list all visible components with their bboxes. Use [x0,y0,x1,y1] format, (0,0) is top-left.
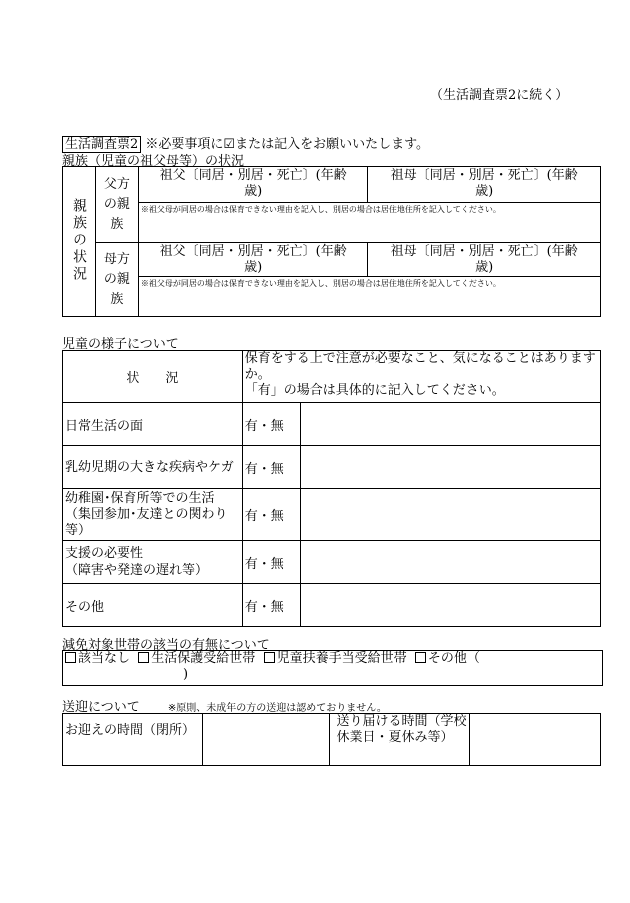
detail-field[interactable] [300,489,600,541]
exemption-option[interactable]: その他（ [415,651,480,666]
exemption-section-title: 減免対象世帯の該当の有無について [62,638,270,653]
mother-grandfather-field[interactable]: 祖父〔同居・別居・死亡〕(年齢 歳) [138,243,368,277]
form-title: 生活調査票2 [62,136,141,153]
child-row-label: 日常生活の面 [63,403,243,446]
yes-no-choice[interactable]: 有・無 [242,541,300,584]
mother-side-label: 母方の親族 [95,243,138,317]
yes-no-choice[interactable]: 有・無 [242,446,300,489]
father-note[interactable]: ※祖父母が同居の場合は保育できない理由を記入し、別居の場合は居住地住所を記入してください。 [138,203,600,243]
detail-field[interactable] [300,403,600,446]
mother-grandmother-field[interactable]: 祖母〔同居・別居・死亡〕(年齢 歳) [368,243,601,277]
checkbox-icon[interactable] [264,652,275,663]
checkbox-icon[interactable] [65,652,76,663]
instruction-text: ※必要事項に☑または記入をお願いいたします。 [145,137,430,152]
detail-field[interactable] [300,541,600,584]
yes-no-choice[interactable]: 有・無 [242,403,300,446]
mother-note[interactable]: ※祖父母が同居の場合は保育できない理由を記入し、別居の場合は居住地住所を記入してください。 [138,277,600,317]
relatives-table [62,166,604,317]
father-grandfather-field[interactable]: 祖父〔同居・別居・死亡〕(年齢 歳) [138,167,368,203]
exemption-option[interactable]: 児童扶養手当受給世帯 [264,651,407,666]
detail-field[interactable] [300,446,600,489]
exemption-close-paren: ) [183,667,189,682]
child-row-label: 支援の必要性 （障害や発達の遅れ等） [63,541,243,584]
pickup-time-field[interactable] [202,714,330,766]
exemption-box [62,650,603,686]
child-row-label: その他 [63,584,243,627]
detail-field[interactable] [300,584,600,627]
child-col-question: 保育をする上で注意が必要なこと、気になることはありますか。 「有」の場合は具体的に記入してください。 [242,351,600,403]
child-col-status: 状 況 [63,351,243,403]
yes-no-choice[interactable]: 有・無 [242,489,300,541]
pickup-time-label: お迎えの時間（閉所） [63,714,203,766]
transport-table [62,713,601,766]
transport-section-title: 送迎について [62,700,140,715]
exemption-option[interactable]: 生活保護受給世帯 [138,651,255,666]
father-side-label: 父方の親族 [95,167,138,243]
checkbox-icon[interactable] [415,652,426,663]
relatives-section-title: 親族（児童の祖父母等）の状況 [62,154,245,169]
relatives-side-label: 親族の状況 [63,167,96,317]
checkbox-icon[interactable] [138,652,149,663]
child-section-title: 児童の様子について [62,337,179,352]
yes-no-choice[interactable]: 有・無 [242,584,300,627]
dropoff-time-field[interactable] [470,714,601,766]
transport-note: ※原則、未成年の方の送迎は認めておりません。 [167,703,387,714]
continued-note: （生活調査票2に続く） [430,88,569,103]
child-table [62,350,601,627]
child-row-label: 乳幼児期の大きな疾病やケガ [63,446,243,489]
dropoff-time-label: 送り届ける時間（学校休業日・夏休み等） [330,714,470,766]
father-grandmother-field[interactable]: 祖母〔同居・別居・死亡〕(年齢 歳) [368,167,601,203]
exemption-option[interactable]: 該当なし [65,651,130,666]
child-row-label: 幼稚園･保育所等での生活（集団参加･友達との関わり等） [63,489,243,541]
